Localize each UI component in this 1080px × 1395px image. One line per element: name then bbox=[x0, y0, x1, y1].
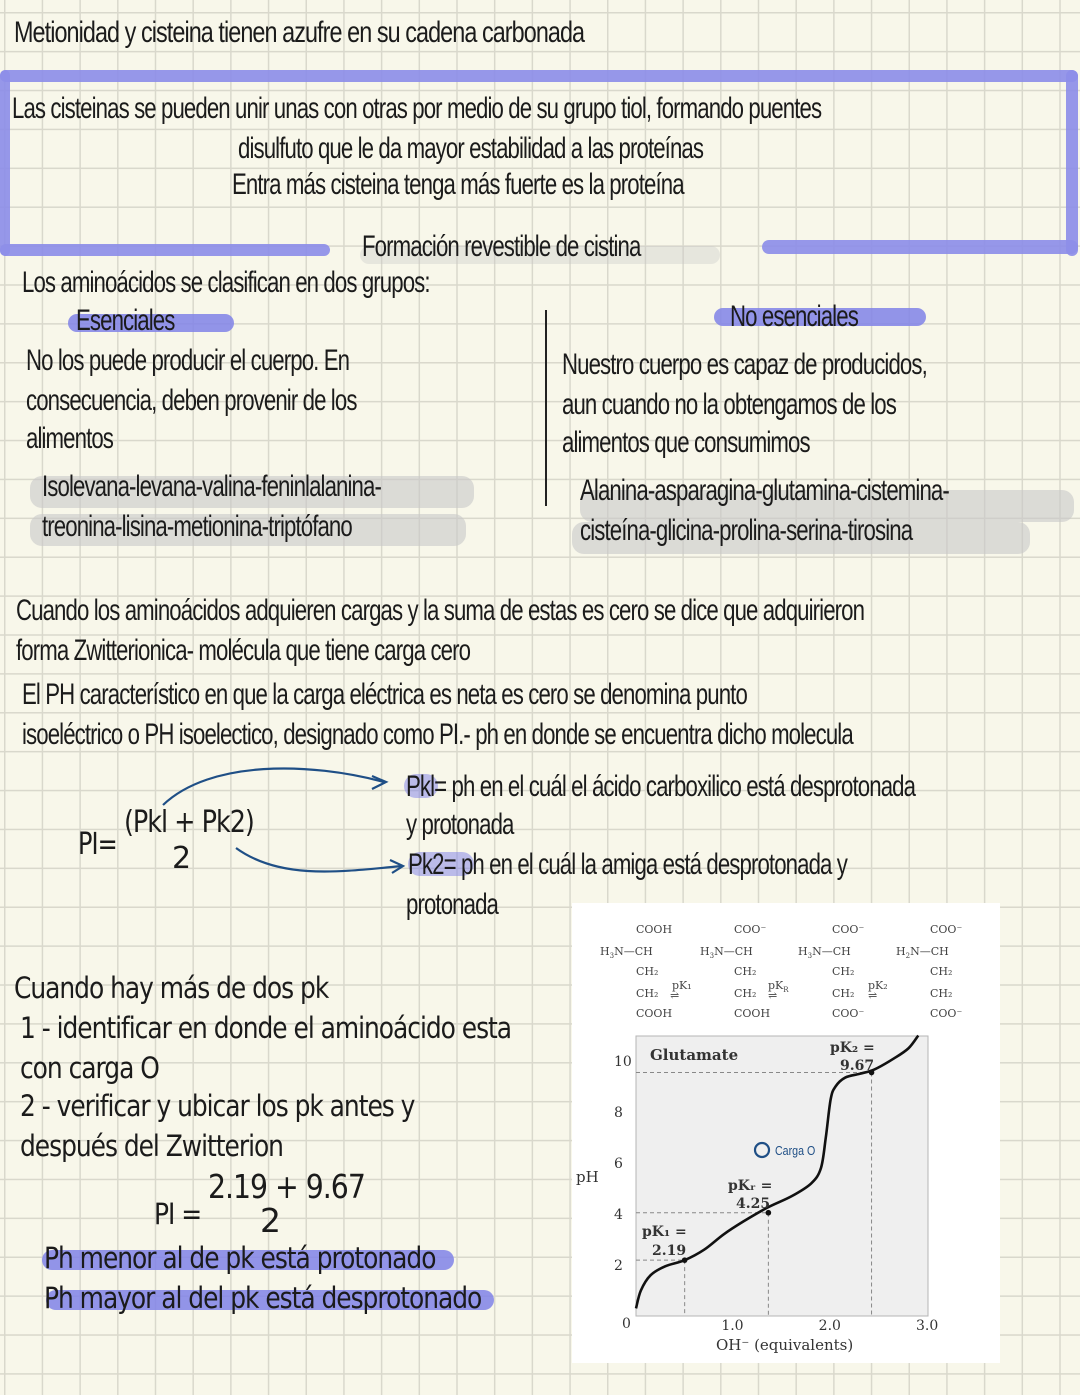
y-tick-label: 0 bbox=[622, 1316, 631, 1332]
y-tick-label: 2 bbox=[614, 1258, 623, 1274]
species-4-amine: $H_2N—CH$ bbox=[896, 945, 949, 961]
formula-numerator: (Pkl + Pk2) bbox=[124, 805, 254, 840]
pk1-definition-cont: y protonada bbox=[406, 808, 514, 841]
pk2-definition: Pk2= ph en el cuál la amiga está desprotonada y bbox=[408, 848, 847, 881]
chart-title: Glutamate bbox=[650, 1046, 739, 1064]
note-line-2: disulfuto que le da mayor estabilidad a las proteínas bbox=[238, 132, 704, 165]
classification-intro: Los aminoácidos se clasifican en dos grupos: bbox=[22, 266, 430, 299]
rule-line-1: Ph menor al de pk está protonado bbox=[44, 1241, 436, 1275]
x-axis-label: OH⁻ (equivalents) bbox=[716, 1336, 854, 1354]
x-tick-label: 2.0 bbox=[818, 1318, 841, 1334]
no-esenciales-desc-3: alimentos que consumimos bbox=[562, 426, 810, 459]
species-1-mid2: CH₂ bbox=[636, 987, 659, 1000]
species-3-amine: $H_3N—CH$ bbox=[798, 945, 851, 961]
species-2-top: COO⁻ bbox=[734, 923, 767, 936]
annotation-pk2: pK₂ = bbox=[830, 1040, 875, 1056]
page-title: Metionidad y cisteina tienen azufre en su cadena carbonada bbox=[14, 16, 585, 49]
y-tick-label: 10 bbox=[614, 1054, 632, 1070]
equilibrium-pkr: $pK_R$ bbox=[768, 979, 789, 995]
note-line-1: Las cisteinas se pueden unir unas con otras por medio de su grupo tiol, formando puentes bbox=[12, 92, 822, 125]
annotation-pk1: pK₁ = bbox=[642, 1224, 687, 1240]
no-esenciales-list-2: cisteína-glicina-prolina-serina-tirosina bbox=[580, 514, 913, 547]
zwitterion-line-2: forma Zwitterionica- molécula que tiene carga cero bbox=[16, 634, 471, 667]
species-1-mid1: CH₂ bbox=[636, 965, 659, 978]
species-1-amine: $H_3N—CH$ bbox=[600, 945, 653, 961]
step-line-3: 2 - verificar y ubicar los pk antes y bbox=[20, 1089, 415, 1123]
species-3-top: COO⁻ bbox=[832, 923, 865, 936]
no-esenciales-list-1: Alanina-asparagina-glutamina-cistemina- bbox=[580, 474, 949, 507]
example-numerator: 2.19 + 9.67 bbox=[208, 1167, 365, 1206]
rule-line-2: Ph mayor al del pk está desprotonado bbox=[44, 1281, 482, 1315]
y-tick-label: 8 bbox=[614, 1105, 623, 1121]
annotation-pkr: pKᵣ = bbox=[728, 1178, 773, 1194]
carga-cero-label: Carga O bbox=[775, 1142, 816, 1159]
species-3-mid2: CH₂ bbox=[832, 987, 855, 1000]
zwitterion-line-3: El PH característico en que la carga eléctrica es neta es cero se denomina punto bbox=[22, 678, 747, 711]
species-4-top: COO⁻ bbox=[930, 923, 963, 936]
species-4-bottom: COO⁻ bbox=[930, 1007, 963, 1020]
species-3-bottom: COO⁻ bbox=[832, 1007, 865, 1020]
pk2-label: Pk2= bbox=[408, 848, 456, 881]
plot-area bbox=[636, 1036, 928, 1316]
equilibrium-pk2: pK₂ bbox=[868, 979, 888, 992]
example-denominator: 2 bbox=[260, 1201, 280, 1240]
species-2-mid2: CH₂ bbox=[734, 987, 757, 1000]
equilibrium-arrows-1: ⇌ bbox=[670, 989, 680, 1002]
x-tick-label: 1.0 bbox=[721, 1318, 744, 1334]
formula-lhs: PI= bbox=[78, 827, 117, 862]
no-esenciales-heading: No esenciales bbox=[730, 300, 858, 333]
titration-chart bbox=[572, 1020, 1000, 1365]
no-esenciales-desc-1: Nuestro cuerpo es capaz de producidos, bbox=[562, 348, 927, 381]
y-tick-label: 4 bbox=[614, 1207, 623, 1223]
annotation-pkr-value: 4.25 bbox=[736, 1196, 771, 1212]
chem-scheme bbox=[598, 922, 998, 1022]
step-line-2: con carga O bbox=[20, 1051, 159, 1085]
no-esenciales-desc-2: aun cuando no la obtengamos de los bbox=[562, 388, 896, 421]
esenciales-desc-1: No los puede producir el cuerpo. En bbox=[26, 344, 350, 377]
annotation-pk1-value: 2.19 bbox=[652, 1243, 687, 1259]
x-tick-label: 3.0 bbox=[916, 1318, 939, 1334]
species-1-bottom: COOH bbox=[636, 1007, 673, 1020]
esenciales-heading: Esenciales bbox=[76, 304, 175, 337]
esenciales-list-1: Isolevana-levana-valina-feninlalanina- bbox=[42, 470, 381, 503]
species-2-mid1: CH₂ bbox=[734, 965, 757, 978]
y-axis-label: pH bbox=[576, 1168, 599, 1186]
species-4-mid2: CH₂ bbox=[930, 987, 953, 1000]
step-line-1: 1 - identificar en donde el aminoácido esta bbox=[20, 1011, 512, 1045]
example-lhs: PI = bbox=[154, 1197, 202, 1231]
zwitterion-line-4: isoeléctrico o PH isoelectico, designado como PI.- ph en donde se encuentra dicho molecula bbox=[22, 718, 853, 751]
formula-denominator: 2 bbox=[172, 841, 190, 876]
pk1-definition: Pkl= ph en el cuál el ácido carboxilico está desprotonada bbox=[406, 770, 916, 803]
species-2-bottom: COOH bbox=[734, 1007, 771, 1020]
equilibrium-arrows-3: ⇌ bbox=[868, 989, 878, 1002]
steps-heading: Cuando hay más de dos pk bbox=[14, 971, 329, 1005]
pk2-definition-cont: protonada bbox=[406, 888, 499, 921]
equilibrium-pk1: pK₁ bbox=[672, 979, 692, 992]
zwitterion-line-1: Cuando los aminoácidos adquieren cargas y la suma de estas es cero se dice que adquirieron bbox=[16, 594, 865, 627]
species-4-mid1: CH₂ bbox=[930, 965, 953, 978]
annotation-pk2-value: 9.67 bbox=[840, 1058, 875, 1074]
y-tick-label: 6 bbox=[614, 1156, 623, 1172]
esenciales-desc-3: alimentos bbox=[26, 422, 114, 455]
species-2-amine: $H_3N—CH$ bbox=[700, 945, 753, 961]
esenciales-list-2: treonina-lisina-metionina-triptófano bbox=[42, 510, 352, 543]
species-1-top: COOH bbox=[636, 923, 673, 936]
pk1-label: Pkl= bbox=[406, 770, 447, 803]
note-caption: Formación revestible de cistina bbox=[362, 230, 641, 263]
esenciales-desc-2: consecuencia, deben provenir de los bbox=[26, 384, 357, 417]
equilibrium-arrows-2: ⇌ bbox=[768, 989, 778, 1002]
species-3-mid1: CH₂ bbox=[832, 965, 855, 978]
note-line-3: Entra más cisteina tenga más fuerte es la proteína bbox=[232, 168, 684, 201]
step-line-4: después del Zwitterion bbox=[20, 1129, 283, 1163]
